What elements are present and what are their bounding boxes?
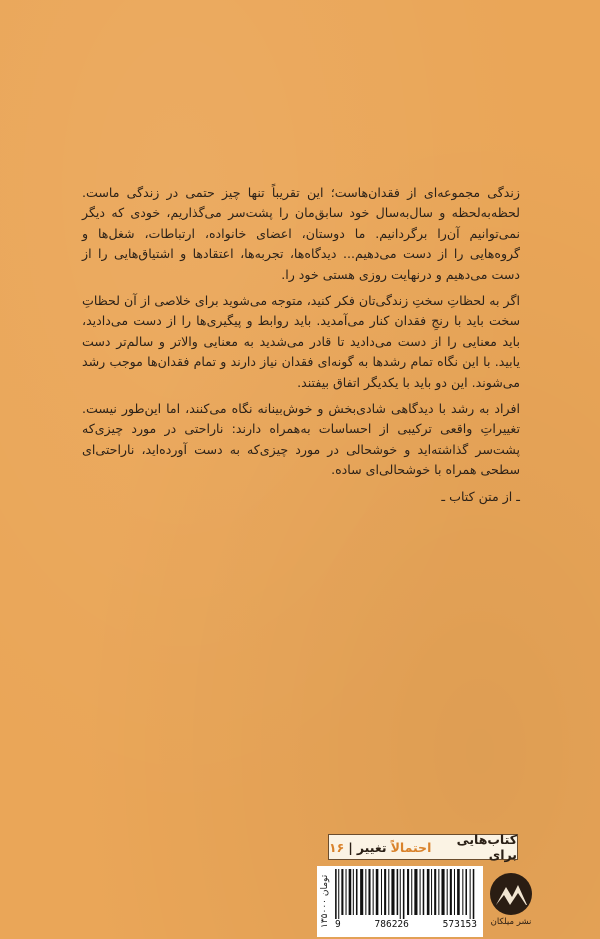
barcode-digits bbox=[333, 919, 479, 930]
blurb-text bbox=[82, 183, 520, 507]
blurb-paragraph-3: افراد به رشد با دیدگاهی شادی‌بخش و خوش‌بینانه نگاه می‌کنند، اما این‌طور نیست. تغییراتِ واقعی ترکیبی از احساسات به‌همراه دارند: ناراحتی در مورد چیزی‌که پشت‌سر گذاشته‌اید و خوشحالی در مورد چیزی‌که به دست آورده‌اید، ناراحتی‌ای سطحی همراه با خوشحالی‌ای ساده. bbox=[82, 401, 520, 478]
blurb-paragraph-1: زندگی مجموعه‌ای از فقدان‌هاست؛ این تقریباً تنها چیز حتمی در زندگی ماست. لحظه‌به‌لحظه و سال‌به‌سال خود سابق‌مان را پشت‌سر می‌گذاریم، خودی که دیگر نمی‌توانیم آن‌را برگردانیم. ما دوستان، اعضای خانواده، ارتباطات، شغل‌ها و گروه‌هایی را از دست می‌دهیم... دیدگاه‌ها، تجربه‌ها، اعتقادها و اشتیاق‌هایی را از دست می‌دهیم و درنهایت روزی هستی خود را. bbox=[82, 185, 520, 282]
series-prefix: کتاب‌هایی برای bbox=[456, 832, 517, 862]
publisher-name: نشر میلکان bbox=[490, 917, 532, 927]
series-suffix: تغییر bbox=[356, 839, 387, 855]
source-note: ـ از متن کتاب ـ bbox=[441, 488, 520, 504]
barcode-icon bbox=[333, 869, 479, 919]
barcode-digit-group-1: 9 bbox=[335, 919, 341, 930]
barcode-area bbox=[317, 866, 483, 937]
mountain-peaks-logo-icon bbox=[490, 873, 532, 915]
blurb-paragraph-2: اگر به لحظاتِ سختِ زندگی‌تان فکر کنید، متوجه می‌شوید برای خلاصی از آن لحظاتِ سخت باید با رنجِ فقدان کنار می‌آمدید. باید روابط و پیگیری‌ها را از دست می‌دادید، باید معنایی را از دست می‌دادید تا قادر می‌شدید به معنایی والاتر و سالم‌تر دست یابید. با این نگاه تمام رشدها به گونه‌ای فقدان نیاز دارند و تمام فقدان‌ها موجب رشد می‌شوند. این دو باید با یکدیگر اتفاق بیفتند. bbox=[82, 293, 520, 390]
barcode-digit-group-3: 573153 bbox=[442, 919, 477, 930]
publisher-logo bbox=[487, 873, 535, 931]
barcode-digit-group-2: 786226 bbox=[374, 919, 409, 930]
series-separator: | bbox=[348, 839, 353, 855]
series-number: ۱۶ bbox=[329, 839, 345, 855]
price-label: ۱۳۵۰۰۰ تومان bbox=[320, 874, 330, 928]
series-accent-word: احتمالاً bbox=[390, 839, 432, 855]
series-label bbox=[328, 834, 518, 860]
